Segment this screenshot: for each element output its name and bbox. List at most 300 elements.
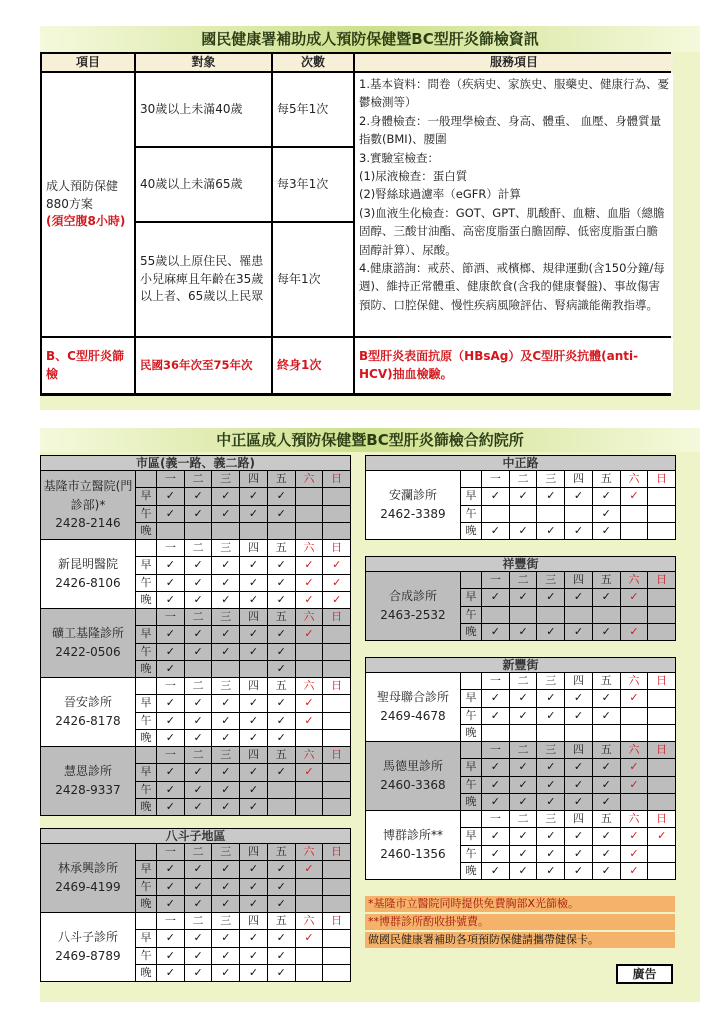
check-icon: ✓ [490,590,500,604]
check-icon: ✓ [629,691,639,705]
period-label: 早 [465,489,477,503]
period-row [136,505,350,522]
check-icon: ✓ [221,730,231,744]
check-icon: ✓ [573,829,584,843]
weekday-label: 六 [295,471,323,487]
schedule-cell [295,695,323,711]
period-row [136,660,350,677]
check-icon: ✓ [573,624,584,638]
period-row [461,505,675,522]
schedule-cell [592,589,620,605]
period-blank [136,913,156,929]
clinic-info [41,540,136,608]
schedule-cell [509,624,537,640]
check-icon: ✓ [248,879,259,893]
schedule-cell [267,782,295,798]
period-blank [461,742,481,758]
schedule-cell [267,626,295,642]
clinic-info [366,471,461,539]
service-line: (1)尿液檢查：蛋白質 [359,168,468,183]
clinic-schedule [461,471,675,539]
schedule-cell [564,589,592,605]
notes [365,896,675,950]
schedule-cell [295,644,323,660]
schedule-cell [239,626,267,642]
service-line: 3.實驗室檢查： [359,150,439,165]
schedule-cell [647,828,675,844]
check-icon: ✓ [657,829,667,843]
period-row [136,964,350,981]
schedule-cell [156,661,184,677]
check-icon: ✓ [221,879,231,893]
schedule-cell [509,863,537,879]
check-icon: ✓ [248,965,259,979]
period-row [461,845,675,862]
weekday-label: 五 [267,913,295,929]
clinic-phone: 2463-2532 [380,608,446,622]
weekday-row [136,471,350,487]
check-icon: ✓ [276,730,286,744]
weekday-label: 六 [295,844,323,860]
schedule-cell [267,764,295,780]
schedule-cell [620,488,648,504]
check-icon: ✓ [629,829,639,843]
weekday-label: 三 [536,673,564,689]
schedule-cell [481,708,509,724]
schedule-cell [184,557,212,573]
clinic-name: 八斗子診所 [57,930,118,945]
period-label: 早 [465,829,477,843]
check-icon: ✓ [518,829,528,843]
schedule-cell [620,794,648,810]
clinic-phone: 2428-2146 [55,516,121,531]
check-icon: ✓ [601,708,611,722]
schedule-cell [184,861,212,877]
check-icon: ✓ [304,713,314,727]
check-icon: ✓ [165,558,175,572]
weekday-label: 五 [267,678,295,694]
period-row [136,878,350,895]
schedule-cell [211,592,239,608]
weekday-label: 五 [592,742,620,758]
check-icon: ✓ [276,713,286,727]
schedule-cell [184,644,212,660]
check-icon: ✓ [221,506,231,520]
weekday-row [461,471,675,487]
check-icon: ✓ [165,713,175,727]
check-icon: ✓ [601,506,611,520]
clinic-phone: 2469-4678 [380,709,446,723]
period-label: 早 [140,627,152,641]
schedule-cell [295,896,323,912]
period-row [461,707,675,724]
header-service: 服務項目 [355,54,673,71]
weekday-label: 日 [322,844,350,860]
check-icon: ✓ [193,627,203,641]
schedule-cell [211,575,239,591]
schedule-cell [536,863,564,879]
check-icon: ✓ [490,829,500,843]
weekday-label: 四 [239,609,267,625]
period-row [136,574,350,591]
schedule-cell [267,506,295,522]
period-row [461,758,675,775]
weekday-label: 日 [647,742,675,758]
clinic-schedule [461,742,675,810]
weekday-label: 四 [239,844,267,860]
period-label: 晚 [140,965,152,979]
period-row [136,487,350,504]
check-icon: ✓ [165,644,175,658]
schedule-cell [184,799,212,815]
schedule-cell [647,589,675,605]
schedule-cell [620,777,648,793]
schedule-cell [156,575,184,591]
schedule-cell [239,661,267,677]
weekday-label: 二 [509,673,537,689]
schedule-cell [536,777,564,793]
weekday-label: 二 [509,572,537,588]
section-badouzi [40,828,351,982]
period-label: 晚 [140,730,152,744]
check-icon: ✓ [248,799,259,813]
check-icon: ✓ [518,708,528,722]
clinic-row [40,913,351,982]
period-row [136,712,350,729]
weekday-row [136,609,350,625]
service-line: (2)腎絲球過濾率（eGFR）計算 [359,187,521,202]
check-icon: ✓ [193,896,203,910]
service-list [355,73,673,336]
check-icon: ✓ [276,931,286,945]
schedule-cell [481,725,509,741]
schedule-cell [536,794,564,810]
weekday-row [136,747,350,763]
check-icon: ✓ [629,489,639,503]
check-icon: ✓ [248,730,259,744]
check-icon: ✓ [248,627,259,641]
schedule-cell [184,965,212,981]
clinic-schedule [136,678,350,746]
section-header: 八斗子地區 [40,828,351,844]
schedule-cell [184,782,212,798]
weekday-label: 五 [267,747,295,763]
check-icon: ✓ [490,777,500,791]
schedule-cell [184,592,212,608]
period-label: 晚 [140,592,152,606]
hepatitis-freq: 終身1次 [273,338,353,393]
weekday-label: 六 [620,811,648,827]
check-icon: ✓ [629,760,639,774]
schedule-cell [536,708,564,724]
check-icon: ✓ [221,558,231,572]
clinic-phone: 2460-1356 [380,847,446,861]
schedule-cell [620,690,648,706]
check-icon: ✓ [304,696,314,710]
check-icon: ✓ [165,592,175,606]
check-icon: ✓ [276,879,286,893]
schedule-cell [647,777,675,793]
check-icon: ✓ [248,506,259,520]
schedule-cell [211,626,239,642]
section-zhongzheng-rd [365,455,676,540]
check-icon: ✓ [221,627,231,641]
schedule-cell [647,624,675,640]
weekday-label: 二 [509,471,537,487]
schedule-cell [647,523,675,539]
schedule-cell [184,506,212,522]
schedule-cell [536,506,564,522]
weekday-label: 三 [211,913,239,929]
schedule-cell [509,690,537,706]
weekday-label: 六 [295,609,323,625]
schedule-cell [647,690,675,706]
period-label: 早 [465,590,477,604]
check-icon: ✓ [601,624,611,638]
weekday-label: 日 [647,673,675,689]
schedule-cell [509,725,537,741]
schedule-cell [564,488,592,504]
period-label: 晚 [465,523,477,537]
clinic-info [366,572,461,640]
period-row [461,588,675,605]
schedule-cell [564,794,592,810]
check-icon: ✓ [546,863,556,877]
schedule-cell [322,661,350,677]
schedule-cell [295,879,323,895]
schedule-cell [564,523,592,539]
clinic-name: 安瀾診所 [388,488,437,503]
schedule-cell [156,626,184,642]
weekday-label: 二 [184,471,212,487]
weekday-label: 四 [239,471,267,487]
check-icon: ✓ [193,730,203,744]
weekday-label: 四 [239,913,267,929]
check-icon: ✓ [165,661,175,675]
period-label: 晚 [465,624,477,638]
schedule-cell [239,506,267,522]
check-icon: ✓ [573,708,584,722]
clinic-schedule [136,913,350,981]
check-icon: ✓ [276,862,286,876]
schedule-cell [267,930,295,946]
section-xiangfeng-st [365,556,676,641]
clinic-phone: 2426-8106 [55,576,121,590]
schedule-cell [322,799,350,815]
period-row [461,724,675,741]
period-row [136,763,350,780]
check-icon: ✓ [490,489,500,503]
period-row [136,781,350,798]
check-icon: ✓ [573,777,584,791]
period-label: 早 [140,765,152,779]
check-icon: ✓ [276,765,286,779]
check-icon: ✓ [276,965,286,979]
schedule-cell [156,644,184,660]
weekday-label: 三 [536,471,564,487]
schedule-cell [295,799,323,815]
check-icon: ✓ [193,592,203,606]
check-icon: ✓ [165,575,175,589]
schedule-cell [620,506,648,522]
schedule-cell [211,557,239,573]
period-row [461,689,675,706]
check-icon: ✓ [221,713,231,727]
clinic-phone: 2462-3389 [380,507,446,521]
weekday-label: 四 [564,811,592,827]
check-icon: ✓ [601,590,611,604]
schedule-cell [509,523,537,539]
period-label: 早 [140,696,152,710]
clinic-row [365,471,676,540]
clinic-info [41,678,136,746]
schedule-cell [564,624,592,640]
weekday-row [461,673,675,689]
schedule-cell [322,930,350,946]
schedule-cell [267,799,295,815]
schedule-cell [481,846,509,862]
check-icon: ✓ [573,523,584,537]
check-icon: ✓ [629,590,639,604]
schedule-cell [211,506,239,522]
check-icon: ✓ [518,691,528,705]
weekday-row [461,811,675,827]
service-line: (3)血液生化檢查：GOT、GPT、肌酸酐、血糖、血脂（總膽固醇、三酸甘油酯、高密度脂蛋白膽固醇、低密度脂蛋白膽固醇計算）、尿酸。 [359,205,665,257]
weekday-label: 一 [156,540,184,556]
check-icon: ✓ [193,644,203,658]
check-icon: ✓ [573,489,584,503]
note-1: *基隆市立醫院同時提供免費胸部X光篩檢。 [365,896,675,912]
check-icon: ✓ [601,863,611,877]
period-blank [461,471,481,487]
clinic-row [40,609,351,678]
clinic-name: 慧恩診所 [63,764,112,779]
schedule-cell [647,794,675,810]
weekday-label: 日 [322,678,350,694]
check-icon: ✓ [165,965,175,979]
schedule-cell [156,523,184,539]
check-icon: ✓ [573,794,584,808]
check-icon: ✓ [573,863,584,877]
schedule-cell [211,713,239,729]
check-icon: ✓ [248,896,259,910]
check-icon: ✓ [221,862,231,876]
period-row [136,556,350,573]
schedule-cell [267,661,295,677]
check-icon: ✓ [304,558,314,572]
schedule-cell [156,592,184,608]
check-icon: ✓ [546,489,556,503]
schedule-cell [184,661,212,677]
period-blank [136,747,156,763]
period-row [136,947,350,964]
check-icon: ✓ [248,489,259,503]
check-icon: ✓ [193,489,203,503]
check-icon: ✓ [193,506,203,520]
schedule-cell [322,965,350,981]
check-icon: ✓ [601,846,611,860]
clinic-name: 林承興診所 [57,861,118,876]
schedule-cell [481,607,509,623]
period-label: 早 [140,558,152,572]
schedule-cell [239,930,267,946]
schedule-cell [211,661,239,677]
check-icon: ✓ [248,713,259,727]
schedule-cell [267,948,295,964]
schedule-cell [592,523,620,539]
note-3: 做國民健康署補助各項預防保健請攜帶健保卡。 [365,932,675,948]
schedule-cell [564,759,592,775]
schedule-cell [239,644,267,660]
schedule-cell [322,592,350,608]
check-icon: ✓ [248,765,259,779]
check-icon: ✓ [221,948,231,962]
check-icon: ✓ [193,948,203,962]
check-icon: ✓ [546,829,556,843]
schedule-cell [481,759,509,775]
check-icon: ✓ [248,782,259,796]
clinic-info [41,609,136,677]
schedule-cell [481,690,509,706]
weekday-label: 三 [211,678,239,694]
check-icon: ✓ [490,794,500,808]
schedule-cell [184,626,212,642]
check-icon: ✓ [546,777,556,791]
schedule-cell [295,965,323,981]
schedule-cell [156,799,184,815]
schedule-cell [267,644,295,660]
schedule-cell [322,730,350,746]
check-icon: ✓ [332,558,342,572]
clinic-schedule [136,471,350,539]
check-icon: ✓ [490,708,500,722]
weekday-label: 五 [267,609,295,625]
period-blank [461,811,481,827]
schedule-cell [211,799,239,815]
schedule-cell [322,523,350,539]
period-label: 午 [140,506,152,520]
check-icon: ✓ [518,863,528,877]
weekday-label: 日 [322,913,350,929]
check-icon: ✓ [601,523,611,537]
check-icon: ✓ [276,575,286,589]
schedule-cell [322,713,350,729]
schedule-cell [536,624,564,640]
weekday-label: 四 [564,742,592,758]
schedule-cell [481,624,509,640]
clinic-row [365,742,676,811]
freq-2: 每3年1次 [273,148,353,221]
period-label: 晚 [465,794,477,808]
section-header: 祥豐街 [365,556,676,572]
schedule-cell [620,523,648,539]
period-row [461,487,675,504]
schedule-cell [322,626,350,642]
check-icon: ✓ [248,644,259,658]
clinic-info [41,747,136,815]
schedule-cell [647,759,675,775]
schedule-cell [239,879,267,895]
check-icon: ✓ [304,931,314,945]
weekday-label: 三 [536,811,564,827]
schedule-cell [536,523,564,539]
schedule-cell [322,879,350,895]
check-icon: ✓ [518,624,528,638]
weekday-label: 六 [620,471,648,487]
item-adult-note: (須空腹8小時) [46,214,126,229]
period-row [461,793,675,810]
check-icon: ✓ [546,794,556,808]
